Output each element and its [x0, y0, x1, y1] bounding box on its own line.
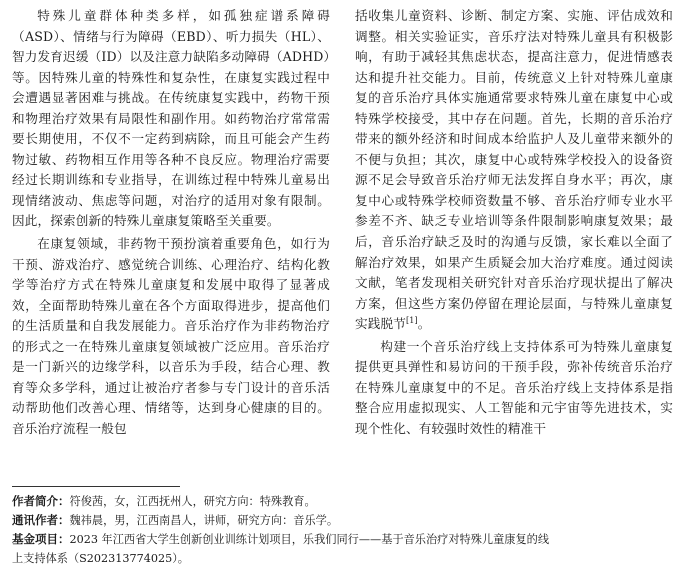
corresponding-author-note	[12, 511, 675, 530]
corresponding-label: 通讯作者：	[12, 513, 70, 527]
left-column	[12, 6, 330, 478]
paragraph-non-drug-intervention: 在康复领域，非药物干预扮演着重要角色，如行为干预、游戏治疗、感觉统合训练、心理治疗、结构化教学等治疗方式在特殊儿童康复和发展中取得了显著成效，全面帮助特殊儿童在各个方面取得进步，提高他们的生活质量和自我发展能力。音乐治疗作为非药物治疗的形式之一在特殊儿童康复领域被广泛应用。音乐治疗是一门新兴的边缘学科，以音乐为手段，结合心理、教育等众多学科，通过让被治疗者参与专门设计的音乐活动帮助他们改善心理、情绪等，达到身心健康的目的。音乐治疗流程一般包	[12, 236, 330, 436]
fund-note	[12, 530, 675, 549]
paragraph-online-support-system: 构建一个音乐治疗线上支持体系可为特殊儿童康复提供更具弹性和易访问的干预手段，弥补传统音乐治疗在特殊儿童康复中的不足。音乐治疗线上支持体系是指整合应用虚拟现实、人工智能和元宇宙等先进技术，实现个性化、有较强时效性的精准干	[355, 338, 673, 436]
author-text: 符俊茜，女，江西抚州人，研究方向：特殊教育。	[69, 495, 316, 508]
paragraph-music-therapy-continued	[355, 6, 673, 335]
paragraph-text: 括收集儿童资料、诊断、制定方案、实施、评估成效和调整。相关实验证实，音乐疗法对特殊儿童具有积极影响，有助于减轻其焦虑状态，提高注意力，促进情感表达和提升社交能力。目前，传统意义上针对特殊儿童康复的音乐治疗具体实施通常要求特殊儿童在康复中心或特殊学校接受，其中存在问题。首先，长期的音乐治疗带来的额外经济和时间成本给监护人及儿童带来额外的不便与负担；其次，康复中心或特殊学校投入的设备资源不足会导致音乐治疗师无法发挥自身水平；再次，康复中心或特殊学校师资数量不够、音乐治疗师专业水平参差不齐、缺乏专业培训等条件限制影响康复效果；最后，音乐治疗缺乏及时的沟通与反馈，家长难以全面了解治疗效果，如果产生质疑会加大治疗难度。通过阅读文献，笔者发现相关研究针对音乐治疗现状提出了解决方案，但这些方案仍停留在理论层面，与特殊儿童康复实践脱节	[355, 8, 673, 332]
author-note	[12, 492, 675, 511]
footnote-divider	[12, 486, 180, 487]
citation-marker: [1]	[405, 316, 418, 326]
fund-note-continued	[12, 549, 675, 568]
footnotes	[12, 492, 675, 568]
two-column-body	[12, 6, 675, 478]
fund-text-line1: 2023 年江西省大学生创新创业训练计划项目，乐我们同行——基于音乐治疗对特殊儿童康复的线	[69, 533, 550, 546]
fund-label: 基金项目：	[12, 532, 70, 546]
right-column	[355, 6, 673, 478]
fund-text-line2: 上支持体系（S202313774025）。	[12, 552, 189, 565]
paragraph-end-punctuation: 。	[417, 316, 431, 332]
author-label: 作者简介：	[12, 494, 70, 508]
corresponding-text: 魏祎晨，男，江西南昌人，讲师，研究方向：音乐学。	[69, 514, 339, 527]
paragraph-intro: 特殊儿童群体种类多样，如孤独症谱系障碍（ASD）、情绪与行为障碍（EBD）、听力损失（HL）、智力发育迟缓（ID）以及注意力缺陷多动障碍（ADHD）等。因特殊儿童的特殊性和复杂性，在康复实践过程中会遭遇显著困难与挑战。在传统康复实践中，药物干预和物理治疗效果有局限性和副作用。如药物治疗常常需要长期使用，不仅不一定药到病除，而且可能会产生药物过敏、药物相互作用等各种不良反应。物理治疗需要经过长期训练和专业指导，在训练过程中特殊儿童易出现情绪波动、焦虑等问题，对治疗的适用对象有限制。因此，探索创新的特殊儿童康复策略至关重要。	[12, 8, 330, 229]
